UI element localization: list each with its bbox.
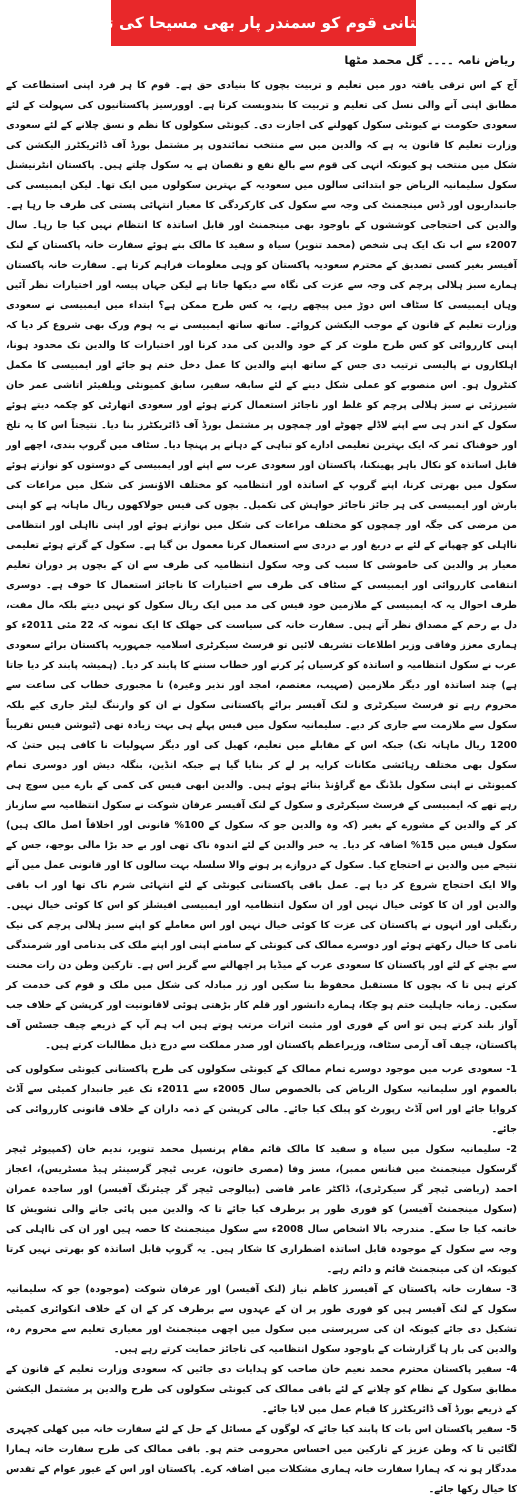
article-paragraph: آج کے اس ترقی یافتہ دور میں تعلیم و تربیت بچوں کا بنیادی حق ہے۔ قوم کا ہر فرد اپنی استطاعت کے مطابق اپنی آنے والی نسل کی تعلیم و تربیت کا بندوبست کرتا ہے۔ اوورسیز پاکستانیوں کی سہولت کے لئے سعودی حکومت نے کیونٹی سکول کھولنے کی اجازت دی۔ کیونٹی سکولوں کا نظم و نسق چلانے کے لئے سعودی وزارت تعلیم کا قانون یہ ہے کہ والدین میں سے منتخب نمائندوں پر مشتمل بورڈ آف ڈائریکٹرز الیکشن کی شکل میں منتخب ہو کیونکہ انہی کی قوم سے بالغ نفع و نقصان ہے یہ سکول چلتے ہیں۔ پاکستان انٹرنیشنل سکول سلیمانیہ الریاض جو ابتدائی سالوں میں سعودیہ کے بہترین سکولوں میں ایک تھا۔ لیکن ایمبیسی کی جانبداریوں اور ڈس مینجمنٹ کی وجہ سے سکول کی کارکردگی کا معیار انتہائی پستی کی طرف جا رہا ہے۔ والدین کی احتجاجی کوششوں کے باوجود بھی مینجمنٹ اور قابل اساتذہ کا انتظام نہیں کیا جا رہا۔ سال 2007ء سے اب تک ایک ہی شخص (محمد تنویر) سیاہ و سفید کا مالک بنے ہوئے سفارت خانہ پاکستان کے لنک آفیسر بغیر کسی تصدیق کے محترم سعودیہ پاکستان کو وہی معلومات فراہم کرتا ہے۔ سفارت خانہ پاکستان ہمارے سبز ہلالی پرچم کی وجہ سے عزت کی نگاہ سے دیکھا جاتا ہے لیکن جہاں پیسہ اور اختیارات نظر آئیں وہاں ایمبیسی کا سٹاف اس دوڑ میں پیچھے رہے، یہ کس طرح ممکن ہے؟ ابتداء میں ایمبیسی نے سعودی وزارت تعلیم کے قانون کے موجب الیکشن کروائے۔ ساتھ ساتھ ایمبیسی نے یہ ہوم ورک بھی شروع کر دیا کہ اپنی کارروائی کو کس طرح ملوث کر کے خود والدین کی مدد کرنا اور اختیارات کا والدین تک محدود ہونا، اہلکاروں نے پالیسی ترتیب دی جس کے ساتھ اپنے والدین کا عمل دخل ختم ہو جائے اور ایمبیسی کا مکمل کنٹرول ہو۔ اس منصوبے کو عملی شکل دینے کے لئے سابقہ سفیر، سابق کمیونٹی ویلفیئر اتاشی عمر خان شیرزئی نے سبز ہلالی پرچم کو غلط اور ناجائز استعمال کرتے ہوئے اور سعودی اتھارٹی کو چکمہ دیتے ہوئے سکول کے اندر ہی سے اپنے لاڈلے چھوٹے اور چمچوں پر مشتمل بورڈ آف ڈائریکٹرز بنا دیا۔ نتیجتاً اس کا یہ تلخ اور خوفناک ثمر کہ ایک بہترین تعلیمی ادارے کو تباہی کے دہانے پر پہنچا دیا۔ سٹاف میں گروپ بندی، اچھے اور قابل اساتذہ کو نکال باہر پھینکنا، پاکستان اور سعودی عرب سے اپنے اور ایمبیسی کے دوستوں کو نوازتے ہوئے سکول میں بھرتی کرنا، اپنے گروپ کے اساتذہ اور انتظامیہ کو مختلف الاؤنسز کی شکل میں مراعات کی بارش اور ایمبیسی کی ہر جائز ناجائز خواہش کی تکمیل۔ بچوں کی فیس جولاکھوں ریال ماہانہ ہے کو اپنی من مرضی کی جگہ اور چمچوں کو مختلف مراعات کی شکل میں نوازتے ہوئے اور اپنی نااہلی اور انتظامی نااہلی کو چھپانے کے لئے بے دریغ اور بے دردی سے استعمال کرنا معمول بن گیا ہے۔ سکول کے گرتے ہوئے تعلیمی معیار پر والدین کی خاموشی کا سبب کی وجہ سکول انتظامیہ کی طرف سے ان کے بچوں پر دوران تعلیم انتقامی کارروائی اور ایمبیسی کے سٹاف کی طرف سے اختیارات کا ناجائز استعمال کا خوف ہے۔ دوسری طرف احوال یہ کہ ایمبیسی کے ملازمین خود فیس کی مد میں ایک ریال سکول کو نہیں دیتے بلکہ مال مفت، دل بے رحم کے مصداق نظر آتے ہیں۔ سفارت خانہ کی سیاست کی جھلک کا ایک نمونہ کہ 22 مئی 2011ء کو ہماری معزز وفاقی وزیر اطلاعات تشریف لائیں تو فرسٹ سیکرٹری اسلامیہ جمہوریہ پاکستان برائے سعودی عرب نے سکول انتظامیہ و اساتذہ کو کرسیاں پُر کرنے اور خطاب سننے کا پابند کر دیا۔ (ہمیشہ پابند کر دیا جاتا ہے) چند اساتذہ اور دیگر ملازمین (صہیب، معتصم، امجد اور نذیر وغیرہ) نا مجبوری خطاب کی ساعت سے محروم رہے تو فرسٹ سیکرٹری و لنک آفیسر برائے پاکستانی سکول نے ان کو وارننگ لیٹر جاری کیے بلکہ سکول سے ملازمت سے جاری کر دیے۔ سلیمانیہ سکول میں فیس پہلے ہی بہت زیادہ تھی (ٹیوشن فیس تقریباً 1200 ریال ماہانہ تک) جبکہ اس کے مقابلے میں تعلیم، کھیل کی اور دیگر سہولیات نا کافی ہیں حتیٰ کہ سکول بھی مختلف رہائشی مکانات کرایہ پر لے کر بنایا گیا ہے جبکہ انڈین، بنگلہ دیش اور دوسری تمام کمیونٹی نے اپنی سکول بلڈنگ مع گراؤنڈ بنائے ہوئے ہیں۔ والدین ابھی فیس کی کمی کے بارے میں سوچ ہی رہے تھے کہ ایمبیسی کے فرسٹ سیکرٹری و سکول کے لنک آفیسر عرفان شوکت نے سکول انتظامیہ سے سازباز کر کے والدین کے مشورے کے بغیر (کہ وہ والدین جو کہ سکول کے 100% قانونی اور اخلاقاً اصل مالک ہیں) سکول فیس میں 15% اضافہ کر دیا۔ یہ خبر والدین کے لئے اندوہ ناک تھی اور بے حد بڑا مالی بوجھ، جس کے نتیجے میں والدین نے احتجاج کیا۔ سکول کے دروازے پر ہونے والا سلسلہ بہت سالوں کا اور قانونی عمل میں آنے والا ایک احتجاج شروع کر دیا ہے۔ عمل باقی پاکستانی کیونٹی کے لئے انتہائی شرم ناک تھا اور اب باقی والدین اور ان کا کوئی خیال نہیں اور ان سکول انتظامیہ اور ایمبیسی افیشلز کو اس کا کوئی خیال نہیں۔ رنگیلی اور انہوں نے پاکستان کی عزت کا کوئی خیال نہیں اور اس معاملے کو اپنے سبز ہلالی پرچم کی نیک نامی کا خیال رکھتے ہوئے اور دوسرے ممالک کی کیونٹی کے سامنے اپنی اور اپنے ملک کی بدنامی اور شرمندگی سے بچنے کے لئے اور پاکستان کا سعودی عرب کے میڈیا پر اچھالنے سے گریز اس ہے۔ تارکین وطن دن رات محنت کرتے ہیں تا کہ بچوں کا مستقبل محفوظ بنا سکیں اور زر مبادلہ کی شکل میں ملک و قوم کی خدمت کر سکیں۔ زمانہ جاہلیت ختم ہو چکا، ہمارے دانشور اور قلم کار بڑھتی ہوئی لاقانونیت اور کرپشن کے خلاف جب آواز بلند کرتے ہیں تو اس کے فوری اور مثبت اثرات مرتب ہوتے ہیں اب ہم آپ کے ذریعے چیف جسٹس آف پاکستان، چیف آف آرمی سٹاف، وزیراعظم پاکستان اور صدر مملکت سے درج ذیل مطالبات کرتے ہیں۔	[6, 80, 518, 1051]
article-body	[6, 76, 517, 1500]
demand-item-3: 3- سفارت خانہ پاکستان کے آفیسرز کاظم نیاز (لنک آفیسر) اور عرفان شوکت (موجودہ) جو کہ سلیمانیہ سکول کے لنک آفیسر ہیں کو فوری طور پر ان کے عہدوں سے برطرف کر کے ان کے خلاف انکوائری کمیٹی تشکیل دی جائے کیونکہ ان کی سرپرستی میں سکول میں اچھی مینجمنٹ اور معیاری تعلیم سے محروم رہ، والدین کی بار ہا گزارشات کے باوجود سکول انتظامیہ کی ناجائز حمایت کرتے رہے ہیں۔	[6, 1284, 517, 1355]
demands-list	[6, 1060, 517, 1500]
article-title-banner	[74, 0, 453, 46]
demand-item-2: 2- سلیمانیہ سکول میں سیاہ و سفید کا مالک قائم مقام پرنسپل محمد تنویر، ندیم خان (کمپیوٹر ٹیچر گرسکول مینجمنٹ میں فنانس ممبر)، مسز وفا (مصری خاتون، عربی ٹیچر گرسینئر ہیڈ مسٹریس)، اعجاز احمد (ریاضی ٹیچر گر سیکرٹری)، ڈاکٹر عامر قاضی (بیالوجی ٹیچر گر چیئرنگ آفیسر) اور ساجدہ عمران (سکول مینجمنٹ آفیسر) کو فوری طور پر برطرف کیا جائے تا کہ والدین میں پائی جانے والی تشویش کا خاتمہ کیا جا سکے۔ مندرجہ بالا اشخاص سال 2008ء سے سکول مینجمنٹ کا حصہ ہیں اور ان کی نااہلی کی وجہ سے سکول کے موجودہ قابل اساتذہ اضطراری کا شکار ہیں۔ یہ گروپ قابل اساتذہ کو بھرتی نہیں کرتا کیونکہ ان کی مینجمنٹ قائم و دائم رہے۔	[6, 1144, 517, 1275]
demand-item-4: 4- سفیر پاکستان محترم محمد نعیم خان صاحب کو ہدایات دی جائیں کہ سعودی وزارت تعلیم کے قانون کے مطابق سکول کے نظام کو چلانے کے لئے باقی ممالک کی کیونٹی سکولوں کی طرح والدین پر مشتمل الیکشن کے ذریعے بورڈ آف ڈائریکٹرز کا قیام عمل میں لایا جائے۔	[6, 1364, 517, 1415]
byline: ریاض نامہ ۔۔۔۔ گل محمد مٹھا	[344, 53, 515, 67]
demand-item-5: 5- سفیر پاکستان اس بات کا پابند کیا جائے کہ لوگوں کے مسائل کے حل کے لئے سفارت خانہ میں کھلی کچہری لگائیں تا کہ وطن عزیز کے تارکین میں احساس محرومی ختم ہو۔ باقی ممالک کی طرح سفارت خانہ ہمارا مددگار ہو نہ کہ ہمارا سفارت خانہ ہماری مشکلات میں اضافہ کرے۔ پاکستان اور اس کے غیور عوام کے تقدس کا خیال رکھا جائے۔	[6, 1424, 517, 1495]
demand-item-1: 1- سعودی عرب میں موجود دوسرے تمام ممالک کے کیونٹی سکولوں کی طرح پاکستانی کیونٹی سکولوں کی بالعموم اور سلیمانیہ سکول الریاض کی بالخصوص سال 2005ء سے 2011ء تک غیر جانبدار کمیٹی سے آڈٹ کروایا جائے اور اس آڈٹ رپورٹ کو پبلک کیا جائے۔ مالی کرپشن کے ذمہ داران کے خلاف قانونی کارروائی کی جائے۔	[6, 1064, 517, 1135]
article-title: پاکستانی قوم کو سمندر پار بھی مسیحا کی تلاش	[74, 14, 453, 32]
